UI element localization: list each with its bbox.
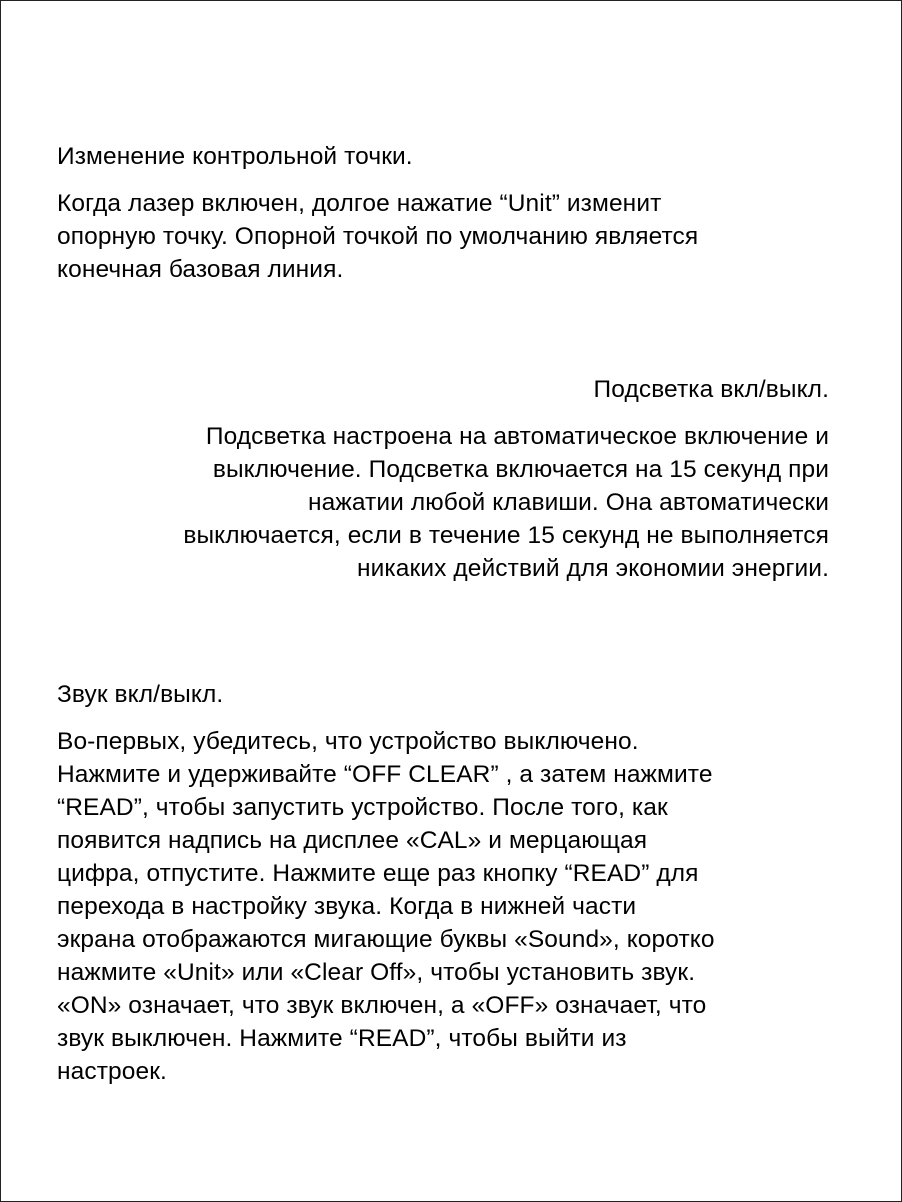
section-body-line: Во-первых, убедитесь, что устройство выключено. bbox=[57, 728, 639, 755]
section-body-line: нажмите «Unit» или «Clear Off», чтобы установить звук. bbox=[57, 959, 696, 986]
section-body-line: цифра, отпустите. Нажмите еще раз кнопку “READ” для bbox=[57, 860, 699, 887]
section-sound bbox=[57, 678, 829, 1088]
section-body-line: Когда лазер включен, долгое нажатие “Unit” изменит bbox=[57, 190, 662, 217]
section-body-line: «ON» означает, что звук включен, а «OFF» означает, что bbox=[57, 992, 707, 1019]
section-body-line: выключается, если в течение 15 секунд не выполняется bbox=[183, 522, 829, 549]
section-body-line: нажатии любой клавиши. Она автоматически bbox=[308, 489, 829, 516]
section-body-line: “READ”, чтобы запустить устройство. После того, как bbox=[57, 794, 668, 821]
section-body-line: перехода в настройку звука. Когда в нижней части bbox=[57, 893, 637, 920]
section-body-line: опорную точку. Опорной точкой по умолчанию является bbox=[57, 223, 699, 250]
section-body-line: настроек. bbox=[57, 1058, 167, 1085]
section-body-line: никаких действий для экономии энергии. bbox=[357, 555, 829, 582]
section-heading: Звук вкл/выкл. bbox=[57, 681, 224, 708]
section-backlight bbox=[57, 373, 829, 585]
section-body-line: появится надпись на дисплее «CAL» и мерцающая bbox=[57, 827, 648, 854]
section-body-line: экрана отображаются мигающие буквы «Sound», коротко bbox=[57, 926, 715, 953]
section-body-line: Нажмите и удерживайте “OFF CLEAR” , а затем нажмите bbox=[57, 761, 713, 788]
section-body-line: Подсветка настроена на автоматическое включение и bbox=[205, 423, 829, 450]
section-heading: Подсветка вкл/выкл. bbox=[593, 376, 829, 403]
section-body-line: выключение. Подсветка включается на 15 секунд при bbox=[212, 456, 829, 483]
section-body-line: звук выключен. Нажмите “READ”, чтобы выйти из bbox=[57, 1025, 627, 1052]
section-reference-point bbox=[57, 140, 829, 286]
section-heading: Изменение контрольной точки. bbox=[57, 143, 413, 170]
section-body-line: конечная базовая линия. bbox=[57, 256, 344, 283]
